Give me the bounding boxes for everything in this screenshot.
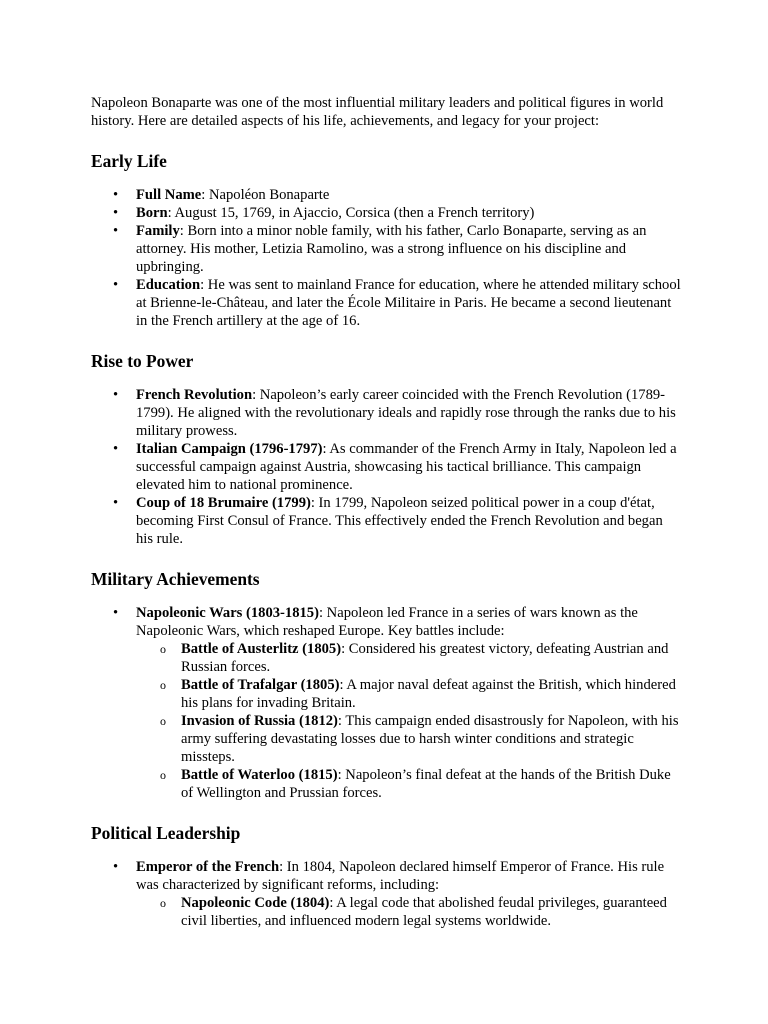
list-item bbox=[91, 494, 681, 548]
item-text: : Napoléon Bonaparte bbox=[201, 187, 330, 203]
list-item bbox=[91, 386, 681, 440]
section-heading: Rise to Power bbox=[91, 351, 194, 371]
circle-bullet-icon: o bbox=[160, 714, 166, 728]
item-label: Coup of 18 Brumaire (1799) bbox=[136, 495, 311, 511]
bullet-list bbox=[91, 186, 681, 330]
item-text: : August 15, 1769, in Ajaccio, Corsica (then a French territory) bbox=[167, 205, 535, 221]
bullet-icon: • bbox=[113, 859, 119, 875]
item-label: Napoleonic Wars (1803-1815) bbox=[136, 605, 319, 621]
item-text: : In 1804, Napoleon declared himself Emperor of France. His rule was characterized by significant reforms, including: bbox=[136, 859, 665, 893]
bullet-icon: • bbox=[113, 223, 119, 239]
item-label: Born bbox=[136, 205, 168, 221]
item-label: Invasion of Russia (1812) bbox=[181, 713, 338, 729]
bullet-list bbox=[91, 604, 681, 802]
list-item bbox=[91, 186, 681, 204]
bullet-icon: • bbox=[113, 187, 119, 203]
item-text: : He was sent to mainland France for education, where he attended military school at Brienne-le-Château, and later the École Militaire in Paris. He became a second lieutenant in the French artillery at the age of 16. bbox=[136, 277, 681, 329]
item-label: Battle of Trafalgar (1805) bbox=[181, 677, 340, 693]
section-heading: Political Leadership bbox=[91, 823, 241, 843]
item-text: : Napoleon led France in a series of wars known as the Napoleonic Wars, which reshaped Europe. Key battles include: bbox=[136, 605, 638, 639]
bullet-list bbox=[91, 858, 681, 930]
list-item bbox=[91, 222, 681, 276]
bullet-list bbox=[91, 386, 681, 548]
section-political-leadership bbox=[91, 822, 681, 930]
circle-bullet-icon: o bbox=[160, 896, 166, 910]
section-heading: Early Life bbox=[91, 151, 167, 171]
bullet-icon: • bbox=[113, 441, 119, 457]
circle-bullet-icon: o bbox=[160, 768, 166, 782]
sub-list-item bbox=[136, 712, 681, 766]
item-label: Emperor of the French bbox=[136, 859, 280, 875]
sub-list-item bbox=[136, 766, 681, 802]
sub-list-item bbox=[136, 640, 681, 676]
intro-paragraph: Napoleon Bonaparte was one of the most influential military leaders and political figures in world history. Here are detailed aspects of his life, achievements, and legacy for your project: bbox=[91, 95, 664, 129]
item-label: Battle of Austerlitz (1805) bbox=[181, 641, 342, 657]
list-item bbox=[91, 604, 681, 802]
bullet-icon: • bbox=[113, 495, 119, 511]
sub-bullet-list bbox=[136, 640, 681, 802]
section-rise-to-power bbox=[91, 350, 681, 548]
circle-bullet-icon: o bbox=[160, 642, 166, 656]
item-text: : Born into a minor noble family, with his father, Carlo Bonaparte, serving as an attorney. His mother, Letizia Ramolino, was a strong influence on his discipline and upbringing. bbox=[136, 223, 647, 275]
sub-list-item bbox=[136, 676, 681, 712]
item-label: French Revolution bbox=[136, 387, 253, 403]
item-label: Family bbox=[136, 223, 180, 239]
item-label: Full Name bbox=[136, 187, 202, 203]
item-label: Napoleonic Code (1804) bbox=[181, 895, 330, 911]
sub-bullet-list bbox=[136, 894, 681, 930]
sub-list-item bbox=[136, 894, 681, 930]
bullet-icon: • bbox=[113, 277, 119, 293]
bullet-icon: • bbox=[113, 387, 119, 403]
section-early-life bbox=[91, 150, 681, 330]
section-heading: Military Achievements bbox=[91, 569, 260, 589]
item-text: : Considered his greatest victory, defeating Austrian and Russian forces. bbox=[181, 641, 669, 675]
list-item bbox=[91, 440, 681, 494]
item-text: : Napoleon’s final defeat at the hands of the British Duke of Wellington and Prussian forces. bbox=[181, 767, 671, 801]
bullet-icon: • bbox=[113, 605, 119, 621]
list-item bbox=[91, 276, 681, 330]
list-item bbox=[91, 858, 681, 930]
bullet-icon: • bbox=[113, 205, 119, 221]
item-text: : This campaign ended disastrously for Napoleon, with his army suffering devastating losses due to harsh winter conditions and strategic missteps. bbox=[181, 713, 679, 765]
item-text: : In 1799, Napoleon seized political power in a coup d'état, becoming First Consul of France. This effectively ended the French Revolution and began his rule. bbox=[136, 495, 663, 547]
item-text: : A major naval defeat against the British, which hindered his plans for invading Britain. bbox=[181, 677, 676, 711]
circle-bullet-icon: o bbox=[160, 678, 166, 692]
item-label: Education bbox=[136, 277, 201, 293]
item-label: Italian Campaign (1796-1797) bbox=[136, 441, 323, 457]
document-body bbox=[91, 94, 681, 930]
list-item bbox=[91, 204, 681, 222]
item-text: : Napoleon’s early career coincided with the French Revolution (1789-1799). He aligned with the revolutionary ideals and rapidly rose through the ranks due to his military prowess. bbox=[136, 387, 676, 439]
section-military-achievements bbox=[91, 568, 681, 802]
item-label: Battle of Waterloo (1815) bbox=[181, 767, 338, 783]
item-text: : A legal code that abolished feudal privileges, guaranteed civil liberties, and influenced modern legal systems worldwide. bbox=[181, 895, 667, 929]
item-text: : As commander of the French Army in Italy, Napoleon led a successful campaign against Austria, showcasing his tactical brilliance. This campaign elevated him to national prominence. bbox=[136, 441, 677, 493]
